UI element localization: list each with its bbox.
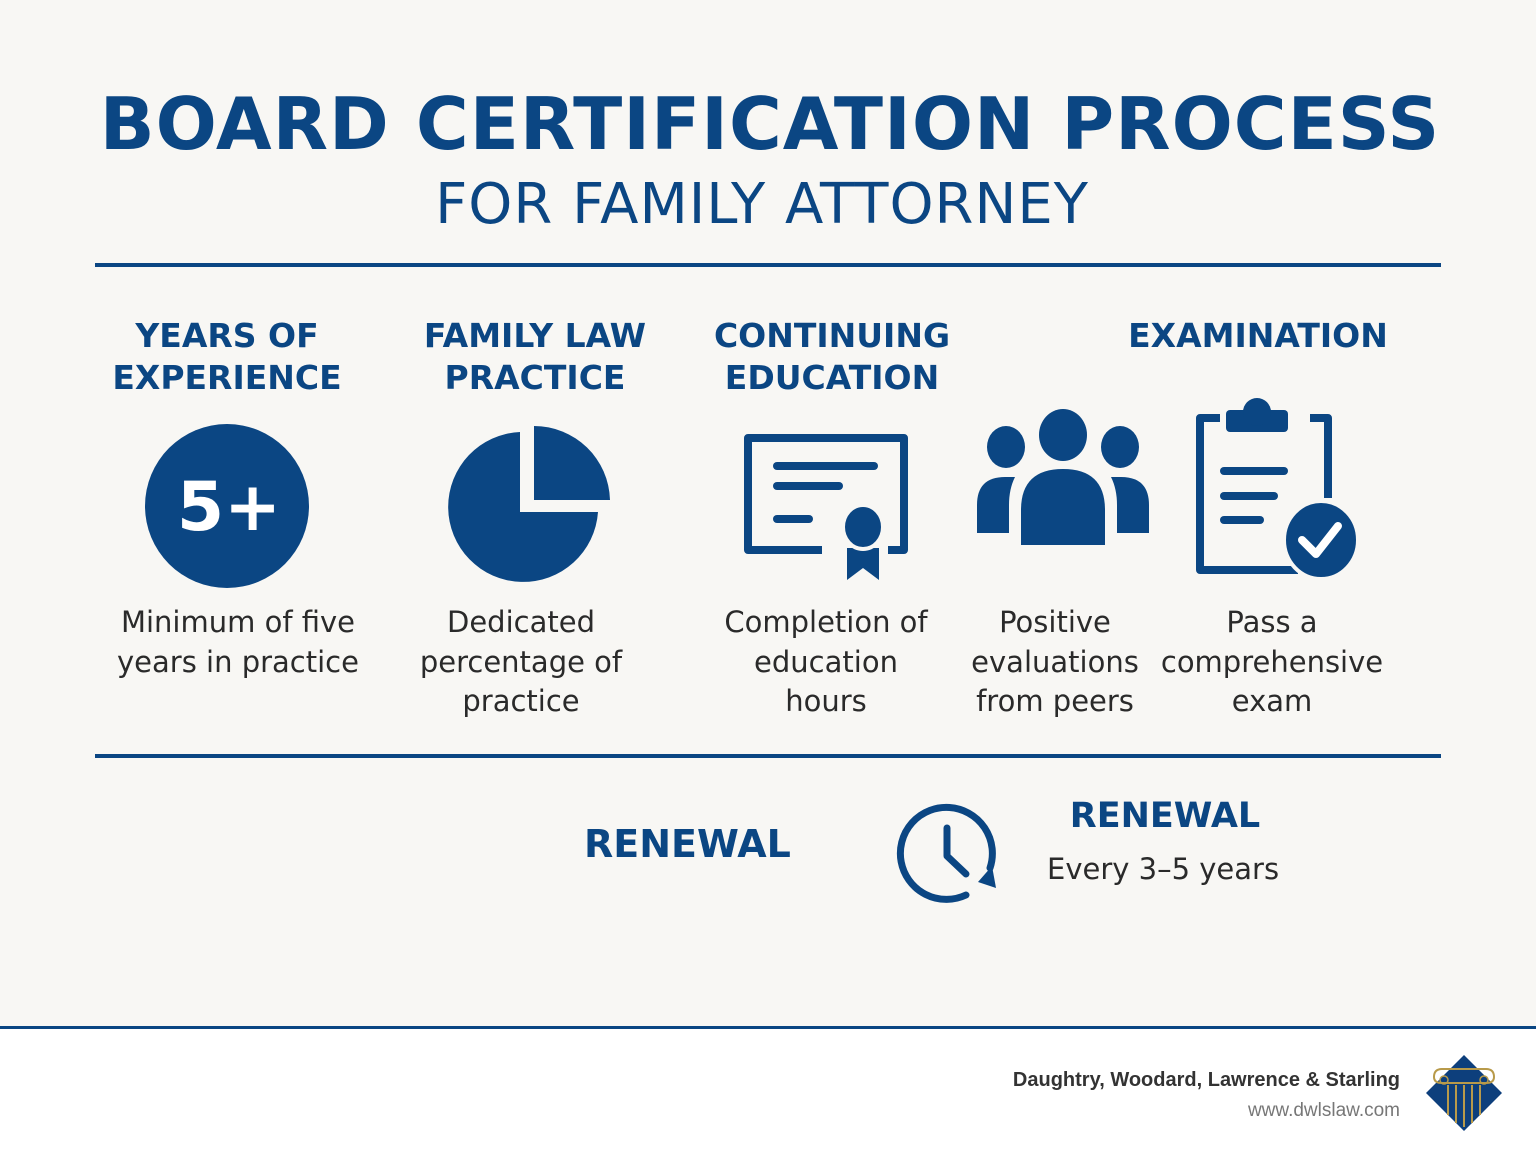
header-family-law-practice: [385, 315, 685, 399]
header-line: EXPERIENCE: [112, 358, 342, 397]
description-line: education: [754, 644, 898, 679]
page-subtitle: FOR FAMILY ATTORNEY: [435, 172, 1089, 237]
header-line: YEARS OF: [135, 316, 319, 355]
description-experience: [98, 603, 378, 682]
description-line: Completion of: [724, 605, 928, 639]
description-line: practice: [462, 684, 580, 718]
description-line: Dedicated: [447, 605, 595, 639]
description-line: exam: [1231, 684, 1313, 718]
header-examination: [1108, 315, 1408, 357]
description-line: Minimum of five: [120, 605, 356, 639]
header-line: PRACTICE: [444, 358, 626, 397]
description-line: Positive: [999, 605, 1111, 639]
header-years-of-experience: [77, 315, 377, 399]
renewal-title: RENEWAL: [1069, 796, 1261, 836]
firm-url[interactable]: www.dwlslaw.com: [1247, 1100, 1400, 1121]
description-line: percentage of: [419, 644, 623, 679]
description-line: from peers: [976, 684, 1134, 718]
description-peers: [945, 603, 1165, 722]
description-education: [686, 603, 966, 722]
header-continuing-education: [682, 315, 982, 399]
firm-name: Daughtry, Woodard, Lawrence & Starling: [1012, 1069, 1400, 1091]
pie-chart-icon: [448, 424, 613, 584]
header-line: EXAMINATION: [1128, 316, 1388, 355]
description-practice: [381, 603, 661, 722]
top-divider: [95, 263, 1441, 267]
description-line: years in practice: [117, 644, 359, 679]
header-line: EDUCATION: [724, 358, 940, 397]
description-line: Pass a: [1226, 605, 1318, 639]
clock-renew-icon: [896, 800, 1002, 906]
header-line: FAMILY LAW: [423, 316, 647, 355]
page-title: BOARD CERTIFICATION PROCESS: [99, 82, 1441, 166]
header-line: CONTINUING: [713, 316, 951, 355]
renewal-label: RENEWAL: [584, 822, 791, 866]
description-line: hours: [785, 684, 867, 718]
badge-text: 5+: [176, 468, 282, 547]
firm-logo-icon: [1424, 1053, 1504, 1133]
people-icon: [975, 405, 1153, 550]
middle-divider: [95, 754, 1441, 758]
five-plus-badge-icon: [145, 424, 309, 588]
renewal-detail: Every 3–5 years: [1047, 852, 1280, 886]
certificate-icon: [740, 430, 912, 585]
footer: [0, 1026, 1536, 1157]
description-line: comprehensive: [1160, 644, 1384, 679]
description-exam: [1147, 603, 1397, 722]
clipboard-check-icon: [1190, 398, 1360, 583]
description-line: evaluations: [971, 644, 1139, 679]
